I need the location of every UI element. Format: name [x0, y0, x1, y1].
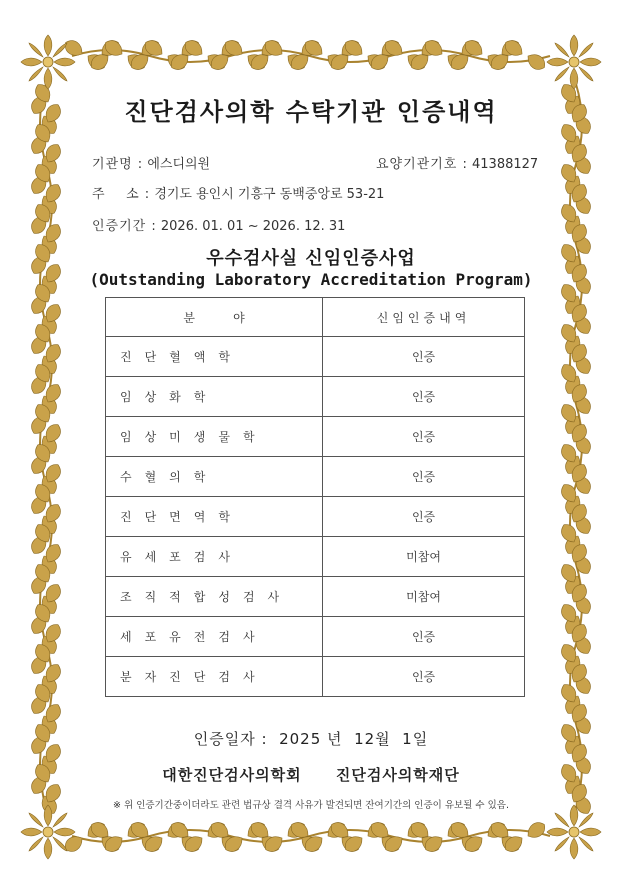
institution-value: 에스디의원	[147, 157, 211, 172]
institution-row	[92, 153, 210, 172]
period-label: 인증기간 :	[92, 219, 157, 234]
status-cell: 인증	[323, 377, 525, 417]
field-cell: 진단혈액학	[106, 337, 323, 377]
table-row	[106, 457, 525, 497]
table-row	[106, 617, 525, 657]
status-cell: 인증	[323, 657, 525, 697]
field-cell: 수혈의학	[106, 457, 323, 497]
status-cell: 미참여	[323, 537, 525, 577]
address-value: 경기도 용인시 기흥구 동백중앙로 53-21	[154, 187, 385, 202]
certification-date: 인증일자 : 2025 년 12월 1일	[193, 730, 429, 748]
field-cell: 임상미생물학	[106, 417, 323, 457]
field-cell: 유세포검사	[106, 537, 323, 577]
period-value: 2026. 01. 01 ~ 2026. 12. 31	[160, 219, 346, 234]
program-title-english: (Outstanding Laboratory Accreditation Program)	[89, 270, 533, 289]
program-title-korean: 우수검사실 신임인증사업	[206, 248, 416, 269]
status-cell: 인증	[323, 497, 525, 537]
table-row	[106, 497, 525, 537]
period-row	[92, 215, 345, 234]
status-cell: 미참여	[323, 577, 525, 617]
field-cell: 분자진단검사	[106, 657, 323, 697]
address-row	[92, 183, 384, 202]
organization-society: 대한진단검사의학회	[162, 766, 302, 784]
header-status: 신임인증내역	[323, 298, 525, 337]
footnote: ※ 위 인증기간중이더라도 관련 법규상 결격 사유가 발견되면 잔여기간의 인증이 유보될 수 있음.	[113, 800, 509, 811]
address-label: 주 소 :	[92, 187, 151, 202]
page-title: 진단검사의학 수탁기관 인증내역	[124, 98, 498, 126]
table-row	[106, 537, 525, 577]
issuing-organizations	[0, 764, 622, 785]
status-cell: 인증	[323, 617, 525, 657]
table-row	[106, 417, 525, 457]
field-cell: 조직적합성검사	[106, 577, 323, 617]
accreditation-table	[105, 297, 525, 697]
status-cell: 인증	[323, 337, 525, 377]
care-number-value: 41388127	[472, 157, 539, 172]
status-cell: 인증	[323, 417, 525, 457]
field-cell: 임상화학	[106, 377, 323, 417]
header-field: 분 야	[106, 298, 323, 337]
status-cell: 인증	[323, 457, 525, 497]
organization-foundation: 진단검사의학재단	[335, 766, 460, 784]
care-number-row	[376, 153, 538, 172]
table-header-row	[106, 298, 525, 337]
table-row	[106, 577, 525, 617]
institution-label: 기관명 :	[92, 157, 144, 172]
table-row	[106, 377, 525, 417]
care-number-label: 요양기관기호 :	[376, 157, 468, 172]
table-row	[106, 657, 525, 697]
table-row	[106, 337, 525, 377]
field-cell: 세포유전검사	[106, 617, 323, 657]
field-cell: 진단면역학	[106, 497, 323, 537]
